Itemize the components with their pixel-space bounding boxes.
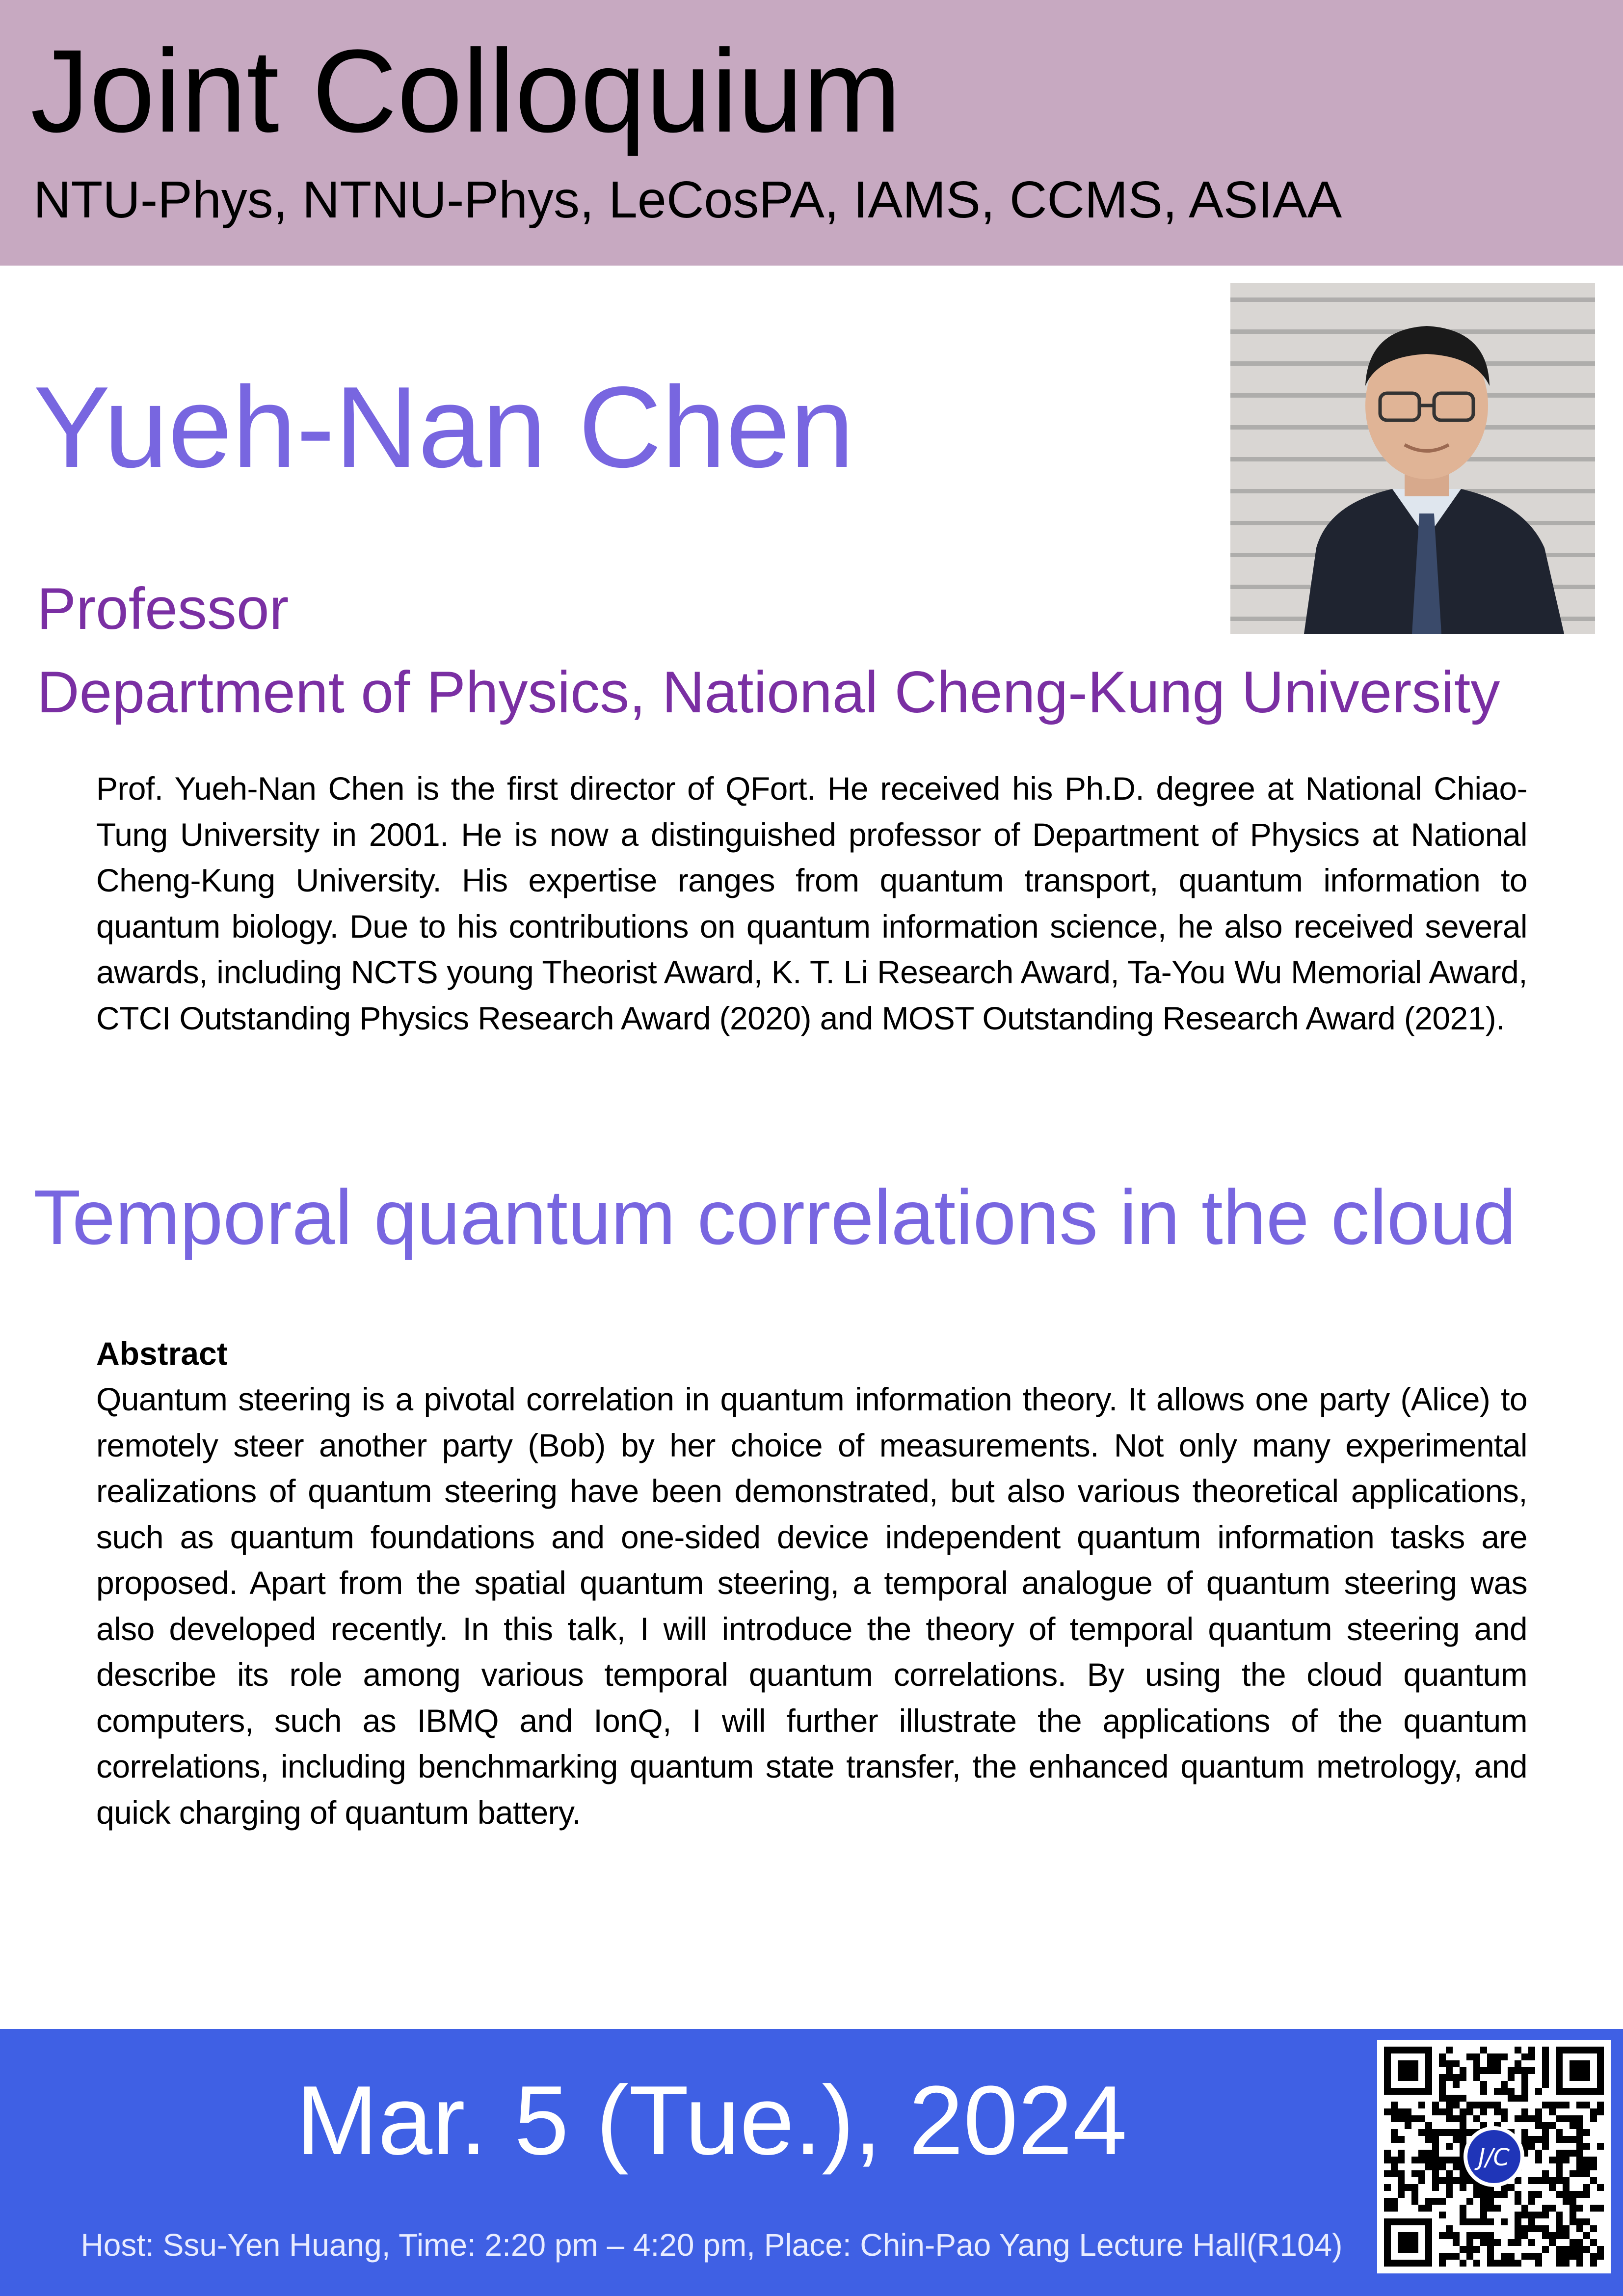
- speaker-department: Department of Physics, National Cheng-Kung University: [37, 659, 1500, 725]
- abstract-heading: Abstract: [96, 1335, 228, 1372]
- speaker-photo: [1230, 283, 1595, 634]
- page-title: Joint Colloquium: [30, 25, 902, 157]
- organizers-line: NTU-Phys, NTNU-Phys, LeCosPA, IAMS, CCMS, ASIAA: [33, 171, 1342, 229]
- event-details: Host: Ssu-Yen Huang, Time: 2:20 pm – 4:20 pm, Place: Chin-Pao Yang Lecture Hall(R104): [80, 2227, 1343, 2263]
- speaker-name: Yueh-Nan Chen: [33, 362, 854, 491]
- abstract-text: Quantum steering is a pivotal correlation in quantum information theory. It allows one party (Alice) to remotely steer another party (Bob) by her choice of measurements. Not only many experimental realizations of quantum steering have been demonstrated, but also various theoretical applications, such as quantum foundations and one-sided device independent quantum information tasks are proposed. Apart from the spatial quantum steering, a temporal analogue of quantum steering was also developed recently. In this talk, I will introduce the theory of temporal quantum steering and describe its role among various temporal quantum correlations. By using the cloud quantum computers, such as IBMQ and IonQ, I will further illustrate the applications of the quantum correlations, including benchmarking quantum state transfer, the enhanced quantum metrology, and quick charging of quantum battery.: [96, 1381, 1527, 1831]
- qr-code-icon[interactable]: [1377, 2040, 1611, 2273]
- qr-logo-label: J/C: [1478, 2144, 1510, 2171]
- event-date: Mar. 5 (Tue.), 2024: [296, 2066, 1127, 2175]
- speaker-position: Professor: [37, 576, 289, 642]
- speaker-bio: Prof. Yueh-Nan Chen is the first director of QFort. He received his Ph.D. degree at National Chiao-Tung University in 2001. He is now a distinguished professor of Department of Physics at National Cheng-Kung University. His expertise ranges from quantum transport, quantum information to quantum biology. Due to his contributions on quantum information science, he also received several awards, including NCTS young Theorist Award, K. T. Li Research Award, Ta-You Wu Memorial Award, CTCI Outstanding Physics Research Award (2020) and MOST Outstanding Research Award (2021).: [96, 770, 1527, 1036]
- talk-title: Temporal quantum correlations in the cloud: [33, 1174, 1517, 1261]
